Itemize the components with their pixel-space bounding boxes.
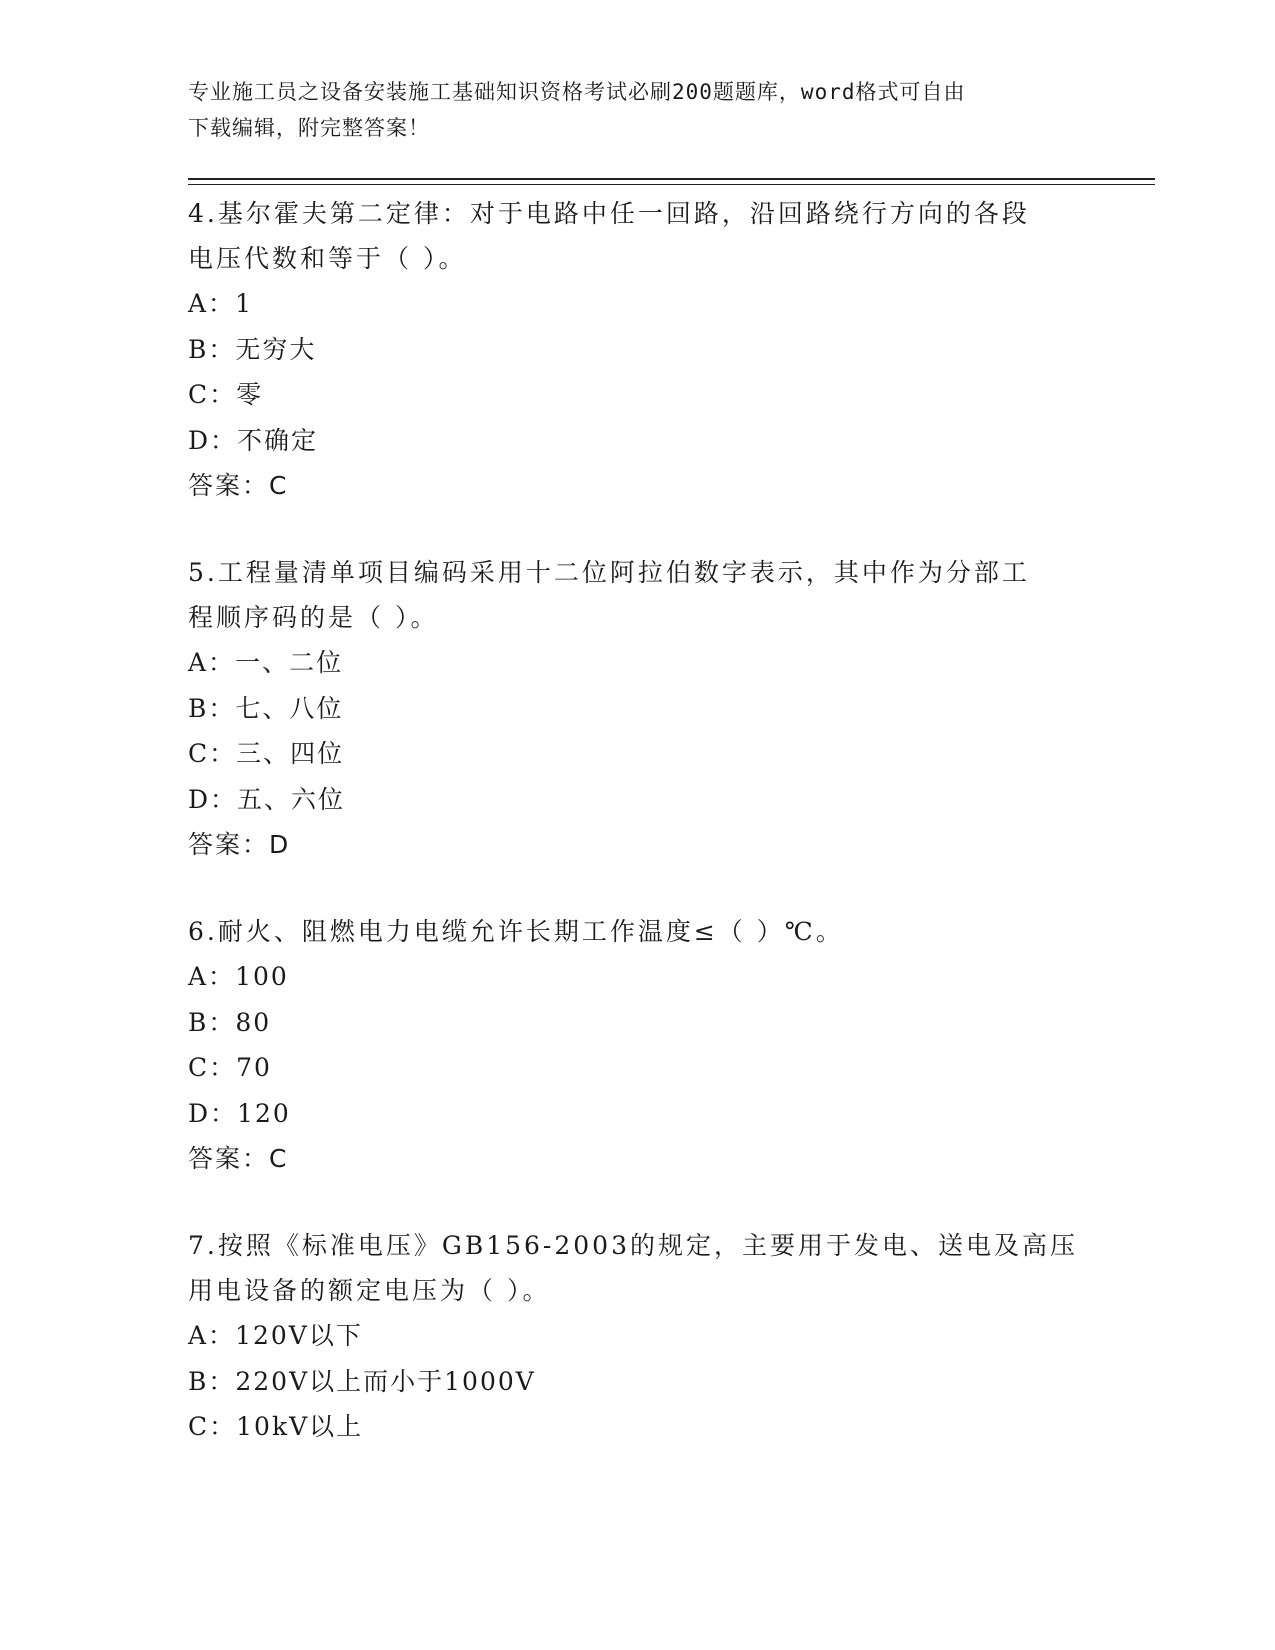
question-stem [188,1223,1088,1313]
option-key: C： [188,739,237,768]
option-d [188,777,1088,823]
header-line-1: 专业施工员之设备安装施工基础知识资格考试必刷200题题库，word格式可自由 [188,80,966,104]
question-5 [188,550,1088,868]
option-key: C： [188,1412,237,1441]
option-text: 80 [235,1007,272,1037]
option-text: 零 [236,380,264,409]
question-6 [188,909,1088,1182]
answer-text: 答案：C [188,471,289,500]
option-key: A： [188,1321,236,1350]
option-text: 120V以下 [235,1321,363,1350]
option-key: D： [188,1098,238,1128]
option-d [188,418,1088,464]
option-a [188,1313,1088,1359]
option-b [188,327,1088,373]
question-stem-line: 7.按照《标准电压》GB156-2003的规定，主要用于发电、送电及高压 [188,1231,1078,1260]
option-a [188,640,1088,686]
option-text: 120 [237,1098,291,1128]
option-text: 10kV以上 [236,1412,364,1441]
option-key: B： [188,693,236,723]
option-key: D： [188,425,238,455]
option-key: C： [188,1053,237,1082]
option-text: 一、二位 [235,648,344,677]
option-text: 三、四位 [236,739,345,768]
option-text: 70 [236,1053,272,1082]
option-key: A： [188,962,236,991]
option-d [188,1091,1088,1137]
option-key: A： [188,289,236,318]
option-c [188,1045,1088,1091]
option-text: 1 [235,289,253,318]
question-stem [188,191,1088,281]
option-text: 不确定 [237,425,319,455]
question-list [188,191,1088,1491]
option-text: 无穷大 [235,334,317,364]
option-c [188,1404,1088,1450]
question-stem-line: 电压代数和等于（ ）。 [188,244,467,273]
option-b [188,1000,1088,1046]
option-a [188,954,1088,1000]
question-stem-line: 用电设备的额定电压为（ ）。 [188,1276,551,1305]
question-stem-line: 程顺序码的是（ ）。 [188,603,439,632]
question-stem [188,909,1088,954]
option-b [188,1359,1088,1405]
header-line-2: 下载编辑，附完整答案！ [188,116,430,140]
option-a [188,281,1088,327]
question-stem-line: 4.基尔霍夫第二定律：对于电路中任一回路，沿回路绕行方向的各段 [188,199,1030,228]
question-stem-line: 5.工程量清单项目编码采用十二位阿拉伯数字表示，其中作为分部工 [188,558,1030,587]
header-rule-thin [188,184,1155,185]
question-stem [188,550,1088,640]
option-key: B： [188,1366,236,1396]
option-key: D： [188,784,238,814]
option-b [188,686,1088,732]
option-c [188,731,1088,777]
option-text: 100 [235,962,289,991]
question-stem-line: 6.耐火、阻燃电力电缆允许长期工作温度≤（ ）℃。 [188,917,844,946]
question-7 [188,1223,1088,1450]
option-key: B： [188,334,236,364]
header-rule-thick [188,178,1155,180]
document-header [188,74,1068,146]
answer-text: 答案：D [188,830,291,859]
option-key: C： [188,380,237,409]
question-4 [188,191,1088,509]
option-key: A： [188,648,236,677]
option-c [188,372,1088,418]
option-text: 五、六位 [237,784,346,814]
option-text: 220V以上而小于1000V [235,1366,536,1396]
option-text: 七、八位 [235,693,344,723]
option-key: B： [188,1007,236,1037]
answer-text: 答案：C [188,1144,289,1173]
